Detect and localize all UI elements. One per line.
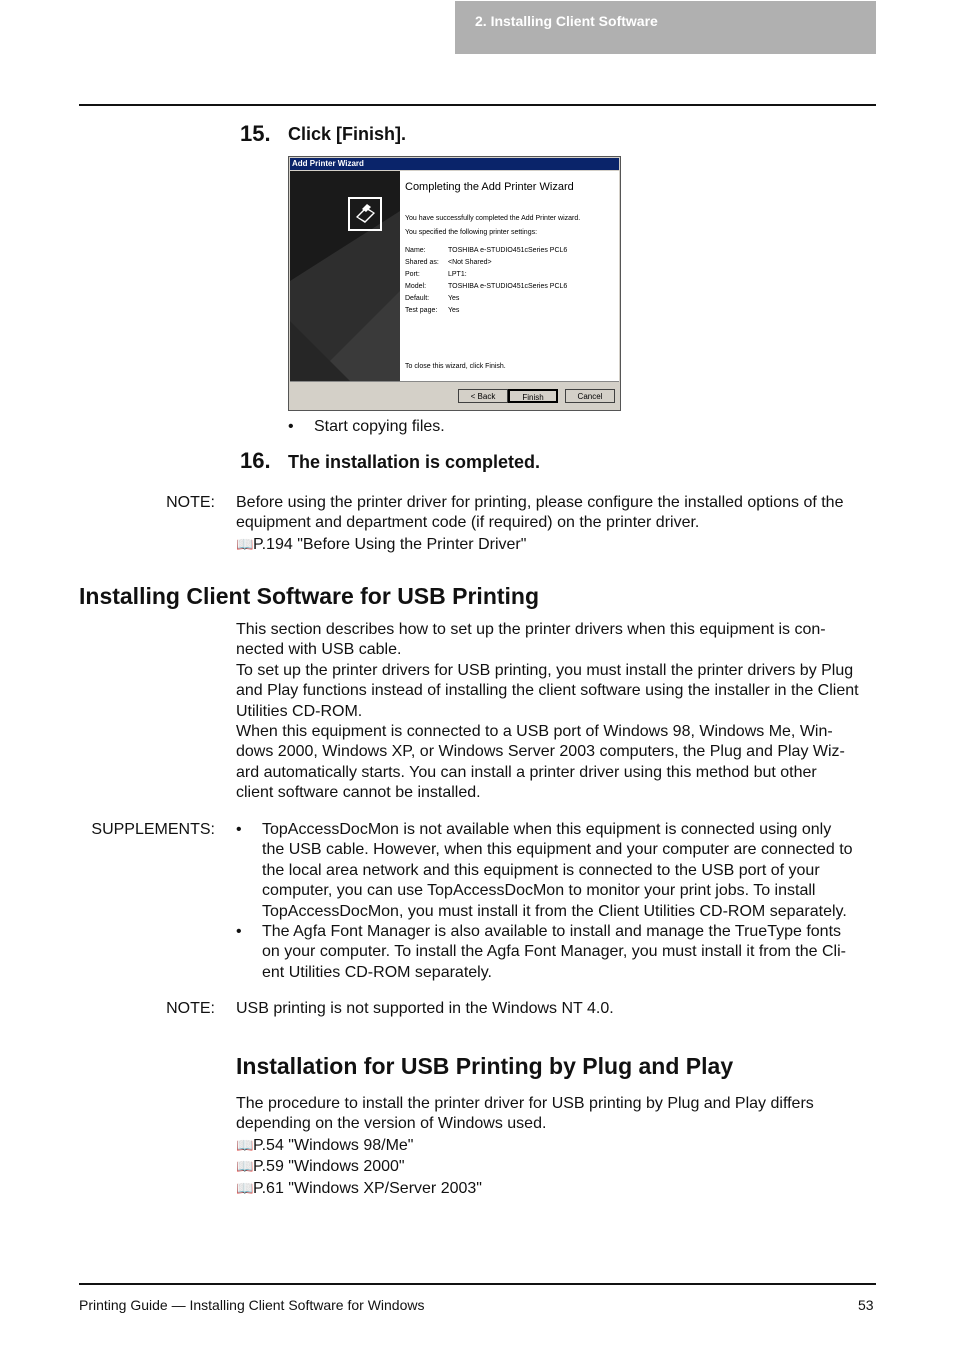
reference-link[interactable]	[236, 1178, 814, 1199]
bullet-marker: •	[236, 821, 242, 838]
paragraph-line: The procedure to install the printer driver for USB printing by Plug and Play differs	[236, 1095, 814, 1112]
reference-text: P.59 "Windows 2000"	[253, 1158, 405, 1176]
section-heading-usb-printing: Installing Client Software for USB Printing	[79, 583, 540, 609]
supplement-line: TopAccessDocMon is not available when this equipment is connected using only	[262, 821, 832, 838]
setting-label: Shared as:	[405, 259, 439, 266]
step-15-number: 15.	[240, 121, 271, 146]
dialog-title-bar: Add Printer Wizard	[290, 158, 619, 170]
setting-value: TOSHIBA e-STUDIO451cSeries PCL6	[448, 283, 568, 290]
paragraph-line: nected with USB cable.	[236, 641, 402, 659]
note-body	[236, 493, 843, 555]
step-15-bullet: Start copying files.	[314, 418, 445, 435]
finish-button[interactable]: Finish	[508, 389, 558, 403]
bullet-marker: •	[288, 418, 294, 435]
cancel-button[interactable]: Cancel	[565, 389, 615, 403]
note-label: NOTE:	[166, 494, 215, 511]
section-usb-body	[236, 620, 859, 804]
bullet-marker: •	[236, 923, 242, 940]
reference-link[interactable]	[236, 1135, 814, 1156]
wizard-success-text: You have successfully completed the Add Printer wizard.	[405, 215, 581, 222]
note-2-text: USB printing is not supported in the Windows NT 4.0.	[236, 1000, 614, 1017]
setting-label: Port:	[405, 271, 420, 278]
bottom-divider	[79, 1283, 876, 1285]
printer-icon	[348, 197, 382, 231]
note-line: equipment and department code (if required) on the printer driver.	[236, 514, 700, 532]
back-button[interactable]: < Back	[458, 389, 508, 403]
dialog-separator	[290, 381, 619, 382]
section-heading-plug-and-play: Installation for USB Printing by Plug and Play	[236, 1053, 734, 1079]
setting-label: Test page:	[405, 307, 438, 314]
paragraph-line: depending on the version of Windows used.	[236, 1115, 547, 1133]
setting-label: Model:	[405, 283, 427, 290]
page-number: 53	[858, 1297, 874, 1313]
setting-value: Yes	[448, 307, 460, 314]
step-16-text: The installation is completed.	[288, 452, 541, 472]
note-label: NOTE:	[166, 1000, 215, 1017]
supplement-line: the USB cable. However, when this equipment and your computer are connected to	[262, 841, 853, 859]
top-divider	[79, 104, 876, 106]
setting-label: Default:	[405, 295, 430, 302]
book-icon: 📖	[236, 1179, 254, 1196]
supplement-line: computer, you can use TopAccessDocMon to monitor your print jobs. To install	[262, 882, 816, 900]
paragraph-line: client software cannot be installed.	[236, 784, 481, 802]
note-line: Before using the printer driver for printing, please configure the installed options of the	[236, 494, 844, 511]
supplement-line: on your computer. To install the Agfa Font Manager, you must install it from the Cli-	[262, 943, 846, 961]
header-section-label: 2. Installing Client Software	[475, 13, 658, 29]
wizard-side-panel	[290, 171, 400, 381]
supplement-item-1	[262, 820, 853, 922]
setting-value: TOSHIBA e-STUDIO451cSeries PCL6	[448, 247, 568, 254]
setting-label: Name:	[405, 247, 426, 254]
supplements-label: SUPPLEMENTS:	[91, 821, 215, 838]
supplement-line: The Agfa Font Manager is also available to install and manage the TrueType fonts	[262, 923, 842, 940]
setting-value: <Not Shared>	[448, 259, 492, 266]
paragraph-line: To set up the printer drivers for USB printing, you must install the printer drivers by Plug	[236, 661, 854, 679]
reference-text: P.61 "Windows XP/Server 2003"	[253, 1179, 482, 1197]
step-16-number: 16.	[240, 448, 271, 473]
reference-text: P.54 "Windows 98/Me"	[253, 1136, 414, 1154]
footer-title: Printing Guide — Installing Client Software for Windows	[79, 1297, 425, 1313]
step-15-text: Click [Finish].	[288, 124, 407, 144]
book-icon: 📖	[236, 1136, 254, 1153]
supplement-line: the local area network and this equipment is connected to the USB port of your	[262, 861, 820, 879]
book-icon: 📖	[236, 535, 254, 552]
setting-value: Yes	[448, 295, 460, 302]
paragraph-line: When this equipment is connected to a USB port of Windows 98, Windows Me, Win-	[236, 723, 833, 741]
setting-value: LPT1:	[448, 271, 467, 278]
paragraph-line: This section describes how to set up the printer drivers when this equipment is con-	[236, 621, 826, 638]
supplement-line: TopAccessDocMon, you must install it from the Client Utilities CD-ROM separately.	[262, 902, 847, 920]
wizard-close-hint: To close this wizard, click Finish.	[405, 363, 506, 370]
section-plug-and-play-body	[236, 1094, 814, 1199]
supplement-line: ent Utilities CD-ROM separately.	[262, 963, 492, 981]
paragraph-line: and Play functions instead of installing the client software using the installer in the Client	[236, 682, 859, 700]
note-reference[interactable]	[236, 534, 843, 555]
wizard-content-panel	[400, 171, 619, 381]
book-icon: 📖	[236, 1158, 254, 1175]
wizard-printer-graphic	[290, 171, 400, 381]
wizard-heading: Completing the Add Printer Wizard	[405, 181, 574, 193]
supplement-item-2	[262, 922, 846, 983]
paragraph-line: dows 2000, Windows XP, or Windows Server 2003 computers, the Plug and Play Wiz-	[236, 743, 845, 761]
add-printer-wizard-dialog	[288, 156, 621, 411]
paragraph-line: Utilities CD-ROM.	[236, 702, 363, 720]
header-section-tab	[455, 1, 876, 54]
paragraph-line: ard automatically starts. You can install a printer driver using this method but other	[236, 763, 817, 781]
note-reference-text: P.194 "Before Using the Printer Driver"	[253, 535, 527, 553]
wizard-settings-intro: You specified the following printer settings:	[405, 229, 538, 236]
reference-link[interactable]	[236, 1156, 814, 1177]
